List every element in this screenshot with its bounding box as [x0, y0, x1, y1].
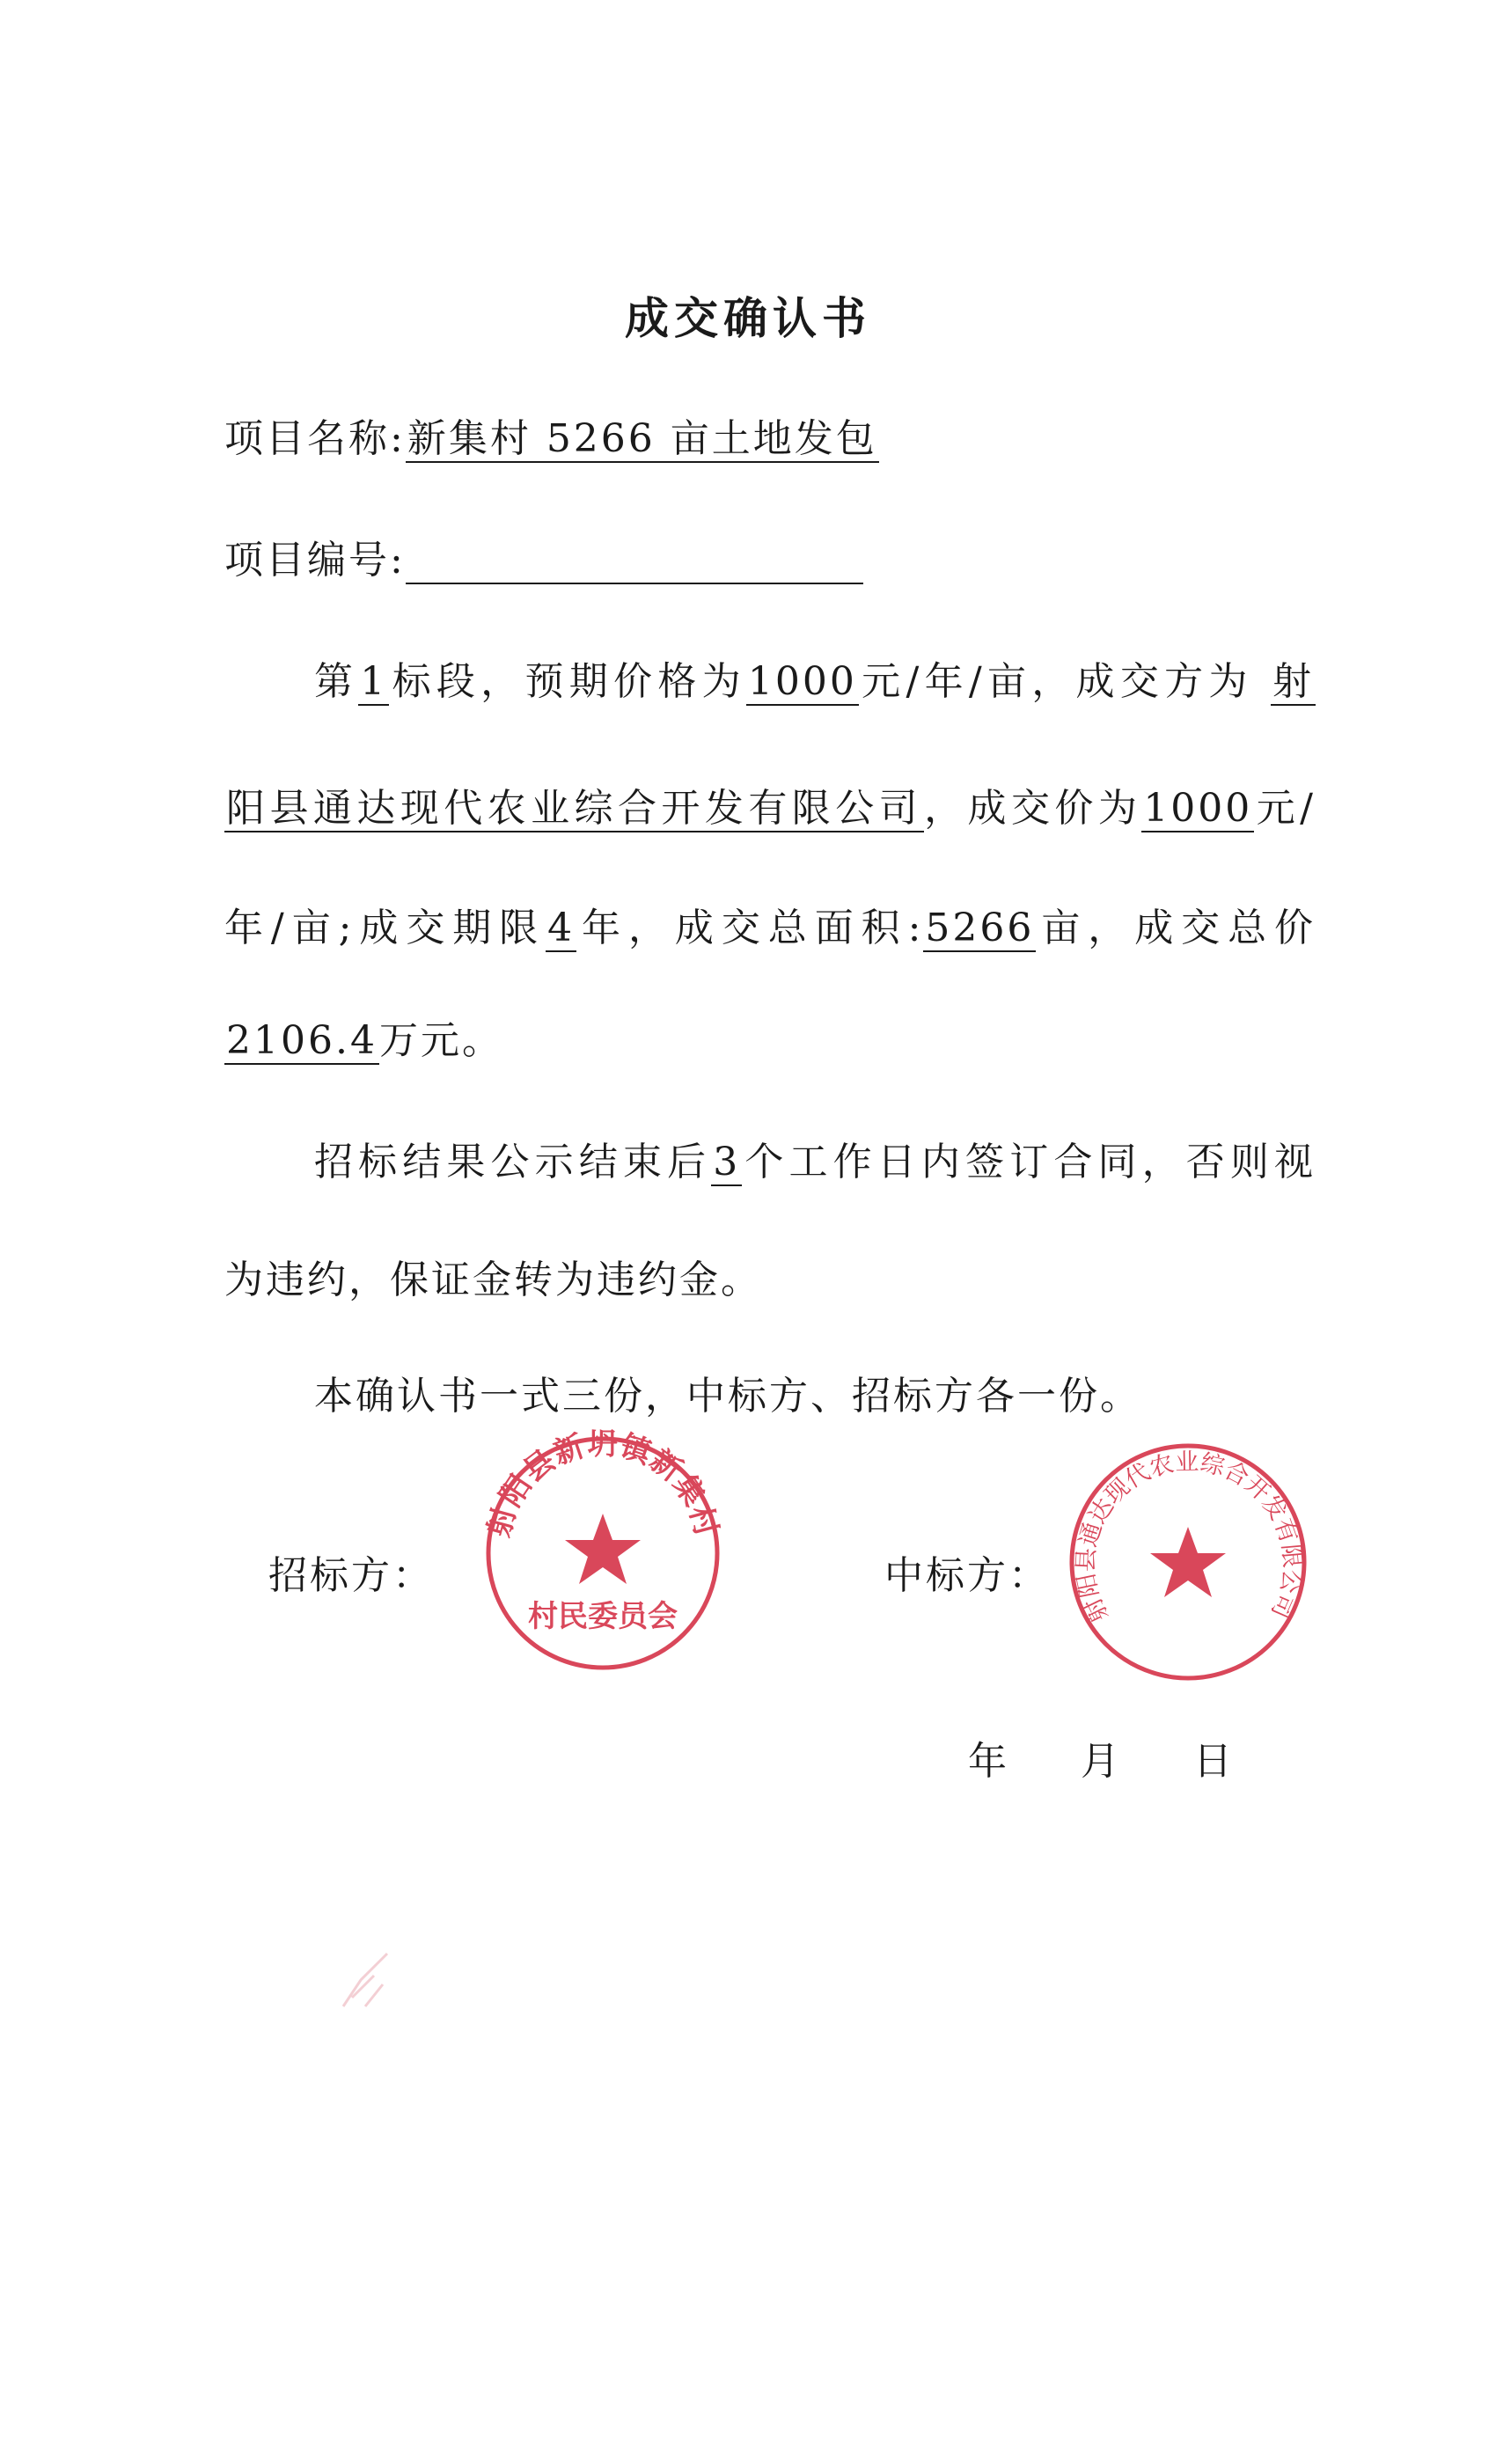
bidder-seal	[1060, 1434, 1316, 1690]
para3	[314, 1364, 1405, 1420]
text: 标段，预期价格为	[389, 659, 746, 704]
document-title: 成交确认书	[625, 292, 871, 344]
expected-price: 1000	[747, 659, 857, 704]
para1-line3	[224, 896, 1316, 952]
text: 招标结果公示结束后	[314, 1140, 712, 1184]
star-icon	[1150, 1527, 1226, 1597]
date-month: 月	[1081, 1739, 1119, 1784]
project-no-blank	[406, 544, 863, 584]
ink-smudge	[334, 1945, 414, 2015]
seal-ring-text: 射阳县通达现代农业综合开发有限公司	[1072, 1448, 1306, 1627]
para1-line2	[224, 776, 1316, 832]
text: 本确认书一式三份，中标方、招标方各一份。	[314, 1374, 1141, 1419]
para1-line1	[314, 649, 1316, 706]
project-name-label: 项目名称:	[224, 416, 406, 461]
text: 第	[314, 659, 359, 704]
project-name-value: 新集村 5266 亩土地发包	[407, 416, 877, 461]
winner-name-part1: 射	[1272, 659, 1314, 704]
text: 年，成交总面积:	[576, 906, 924, 950]
winner-name-part2: 阳县通达现代农业综合开发有限公司	[226, 786, 923, 831]
star-icon	[565, 1514, 641, 1584]
text: 年/亩;成交期限	[224, 906, 546, 950]
tenderer-label: 招标方：	[268, 1553, 434, 1598]
text: 万元。	[378, 1018, 503, 1063]
deal-area: 5266	[925, 906, 1035, 950]
seal-ring-text: 射阳县新坍镇新集村	[481, 1426, 724, 1541]
project-no-label: 项目编号:	[224, 538, 406, 583]
bidder-label: 中标方：	[884, 1553, 1050, 1598]
project-no-line	[224, 528, 1316, 584]
para2-line1	[314, 1130, 1316, 1186]
section-number: 1	[360, 659, 388, 704]
date-day: 日	[1193, 1739, 1232, 1784]
para1-line4	[224, 1008, 1316, 1065]
tenderer-seal	[475, 1426, 730, 1681]
text: 为违约，保证金转为违约金。	[224, 1258, 762, 1302]
text: ，成交价为	[924, 786, 1142, 831]
seal-inner-text: 村民委员会	[528, 1599, 678, 1634]
contract-days: 3	[713, 1140, 741, 1184]
deal-term: 4	[547, 906, 576, 950]
text: 元/	[1254, 786, 1316, 831]
deal-price: 1000	[1143, 786, 1253, 831]
para2-line2	[224, 1248, 1316, 1304]
text: 亩，成交总价	[1036, 906, 1316, 950]
project-name-line	[224, 407, 1316, 463]
sign-date	[968, 1729, 1232, 1786]
text: 个工作日内签订合同，否则视	[742, 1140, 1316, 1184]
text: 元/年/亩，成交方为	[858, 659, 1253, 704]
date-year: 年	[968, 1739, 1007, 1784]
deal-total: 2106.4	[226, 1018, 378, 1063]
